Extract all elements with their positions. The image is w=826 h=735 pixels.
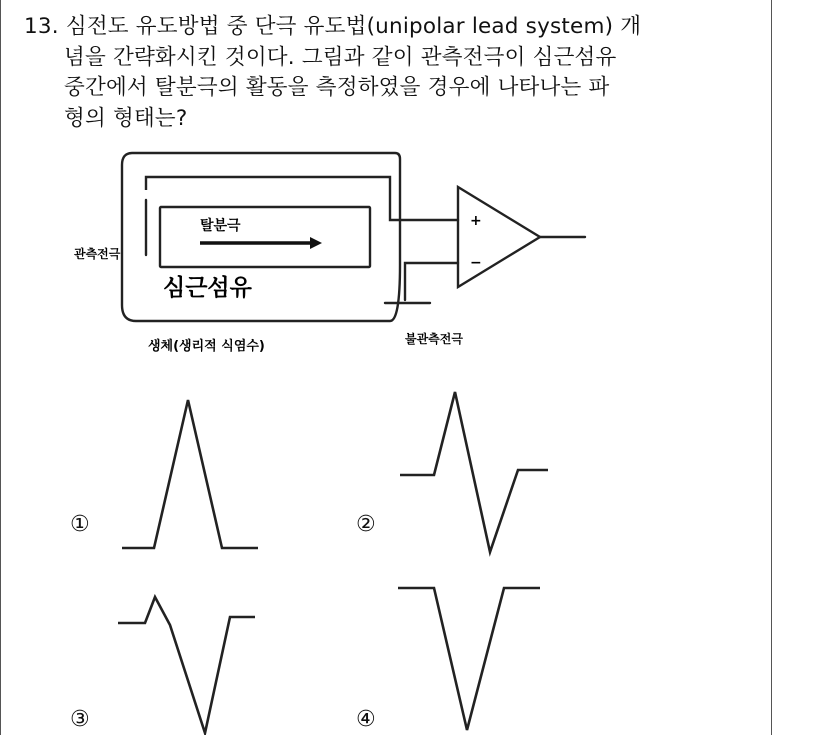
depolarization-arrowhead bbox=[310, 237, 322, 249]
choice-3-waveform-trace bbox=[118, 597, 255, 733]
choice-3-waveform[interactable] bbox=[110, 585, 270, 735]
amplifier bbox=[458, 187, 540, 287]
question-line-2: 념을 간략화시킨 것이다. 그림과 같이 관측전극이 심근섬유 bbox=[64, 44, 617, 70]
question-number: 13. bbox=[24, 14, 59, 39]
label-muscle-fiber: 심근섬유 bbox=[163, 275, 252, 301]
question-line-1 bbox=[24, 12, 764, 43]
label-body: 생체(생리적 식염수) bbox=[148, 339, 265, 354]
choice-2-label[interactable]: ② bbox=[356, 512, 376, 537]
choice-2-waveform[interactable] bbox=[390, 380, 560, 565]
label-depolarization: 탈분극 bbox=[200, 218, 241, 234]
non-observation-electrode-wire bbox=[405, 263, 458, 300]
label-non-observation-electrode: 불관측전극 bbox=[405, 332, 463, 346]
choice-4-label[interactable]: ④ bbox=[356, 707, 376, 732]
choice-4-waveform[interactable] bbox=[392, 580, 552, 735]
amp-minus-sign: − bbox=[470, 255, 482, 271]
choice-3-label[interactable]: ③ bbox=[70, 707, 90, 732]
unipolar-lead-diagram bbox=[60, 145, 600, 375]
choice-1-waveform[interactable] bbox=[110, 385, 270, 560]
muscle-fiber bbox=[160, 207, 370, 267]
label-observation-electrode: 관측전극 bbox=[74, 247, 121, 261]
question-line-1-text: 심전도 유도방법 중 단극 유도법(unipolar lead system) 개 bbox=[65, 14, 642, 39]
question-text bbox=[24, 12, 764, 134]
amp-plus-sign: + bbox=[470, 213, 482, 229]
choice-1-waveform-trace bbox=[122, 400, 258, 548]
choice-1-label[interactable]: ① bbox=[70, 512, 90, 537]
question-line-3: 중간에서 탈분극의 활동을 측정하였을 경우에 나타나는 파 bbox=[64, 75, 610, 100]
choice-2-waveform-trace bbox=[400, 392, 548, 552]
question-line-4: 형의 형태는? bbox=[64, 105, 188, 131]
choice-4-waveform-trace bbox=[398, 588, 540, 730]
observation-electrode-wire bbox=[146, 177, 458, 220]
